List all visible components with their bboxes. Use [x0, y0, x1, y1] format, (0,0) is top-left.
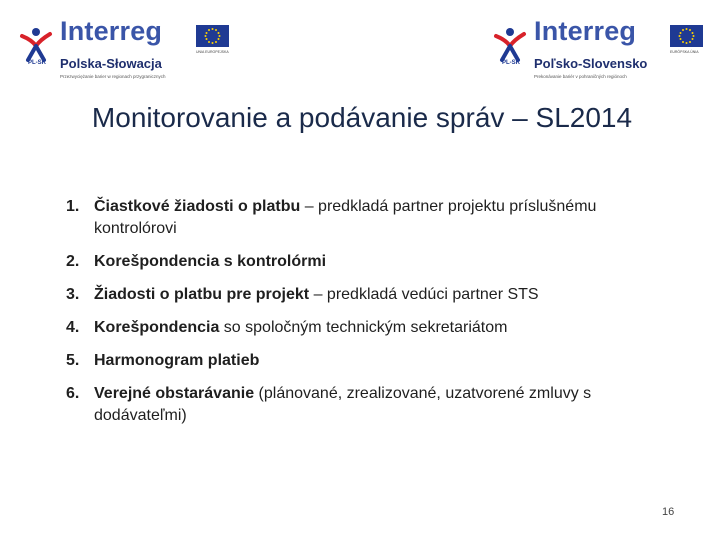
item-number: 6.	[66, 385, 80, 402]
emblem-code: PL-SK	[28, 60, 46, 66]
page-number: 16	[662, 506, 675, 518]
eu-caption: EURÓPSKA ÚNIA	[670, 50, 699, 54]
slide-title: Monitorovanie a podávanie správ – SL2014	[91, 102, 633, 133]
brand-name: Interreg	[534, 16, 637, 46]
list-item	[66, 383, 666, 427]
item-number: 2.	[66, 253, 80, 270]
emblem-code: PL-SK	[502, 60, 520, 66]
list-item	[66, 350, 666, 372]
item-bold-text: Čiastkové žiadosti o platbu	[94, 198, 301, 215]
eu-flag-icon	[670, 25, 703, 47]
item-bold-text: Harmonogram platieb	[94, 352, 260, 369]
item-bold-text: Korešpondencia s kontrolórmi	[94, 253, 327, 270]
item-text: – predkladá vedúci partner STS	[309, 286, 539, 303]
list-item	[66, 251, 666, 273]
item-text: (plánované, zrealizované, uzatvorené zmluvy s dodávateľmi)	[94, 385, 592, 424]
program-tagline: Przezwyciężanie barier w regionach przygranicznych	[60, 74, 166, 79]
eu-flag-icon	[196, 25, 229, 47]
interreg-logo-pl	[18, 16, 236, 84]
list-item	[66, 284, 666, 306]
item-text: so spoločným technickým sekretariátom	[219, 319, 508, 336]
item-number: 3.	[66, 286, 80, 303]
list-item	[66, 196, 666, 240]
eu-caption: UNIA EUROPEJSKA	[196, 50, 229, 54]
interreg-logo-sk	[492, 16, 710, 84]
brand-name: Interreg	[60, 16, 163, 46]
item-bold-text: Verejné obstarávanie	[94, 385, 255, 402]
item-bold-text: Korešpondencia	[94, 319, 220, 336]
program-tagline: Prekonávanie bariér v pohraničných regiónoch	[534, 74, 627, 79]
item-number: 4.	[66, 319, 80, 336]
report-list	[66, 196, 666, 438]
item-text: – predkladá partner projektu príslušnému kontrolórovi	[94, 198, 597, 237]
program-name: Poľsko-Slovensko	[534, 56, 648, 71]
program-name: Polska-Słowacja	[60, 56, 162, 71]
item-number: 5.	[66, 352, 80, 369]
list-item	[66, 317, 666, 339]
item-bold-text: Žiadosti o platbu pre projekt	[94, 286, 310, 303]
item-number: 1.	[66, 198, 80, 215]
